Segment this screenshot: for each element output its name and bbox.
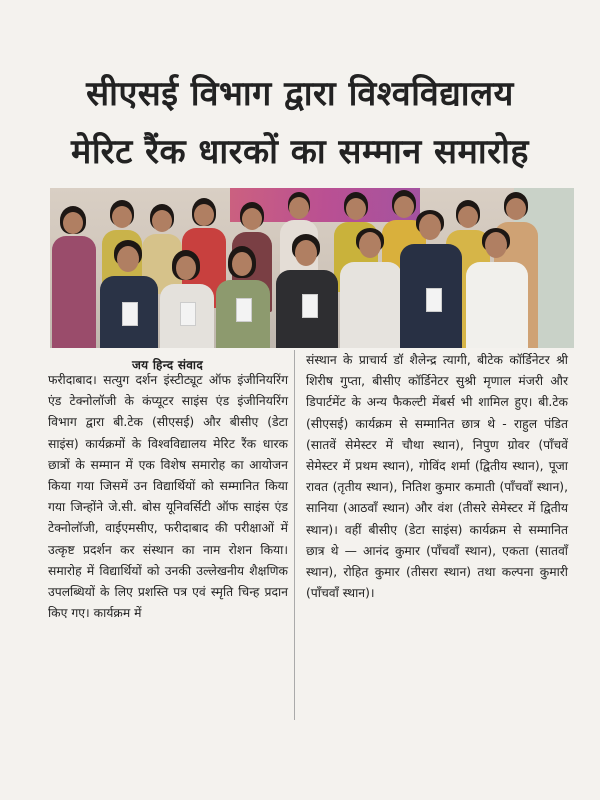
article-column-left <box>48 370 288 624</box>
headline-line-1: सीएसई विभाग द्वारा विश्वविद्यालय <box>86 74 514 114</box>
article-headline <box>0 72 600 174</box>
byline: जय हिन्द संवाद <box>131 358 204 372</box>
article-paragraph: संस्थान के प्राचार्य डॉ शैलेन्द्र त्यागी, बीटेक कॉर्डिनेटर श्री शिरीष गुप्ता, बीसीए कॉर्डिनेटर सुश्री मृणाल मंजरी और डिपार्टमेंट के अन्य फैकल्टी मेंबर्स भी शामिल हुए। बी.टेक (सीएसई) कार्यक्रम से सम्मानित छात्र थे - राहुल पंडित (सातवें सेमेस्टर में चौथा स्थान), निपुण ग्रोवर (पाँचवें सेमेस्टर में प्रथम स्थान), गोविंद शर्मा (द्वितीय स्थान), पूजा रावत (तृतीय स्थान), नितिश कुमार कमाती (पाँचवाँ स्थान), सानिया (आठवाँ स्थान) और वंश (तीसरे सेमेस्टर में द्वितीय स्थान)। वहीं बीसीए (डेटा साइंस) कार्यक्रम से सम्मानित छात्र थे — आनंद कुमार (पाँचवाँ स्थान), एकता (सातवाँ स्थान), रोहित कुमार (तीसरा स्थान) तथा कल्पना कुमारी (पाँचवाँ स्थान)। <box>306 353 568 601</box>
group-photo <box>50 188 574 348</box>
column-divider <box>294 350 295 720</box>
article-paragraph: फरीदाबाद। सत्युग दर्शन इंस्टीट्यूट ऑफ इंजीनियरिंग एंड टेक्नोलॉजी के कंप्यूटर साइंस एंड इंजीनियरिंग विभाग द्वारा बी.टेक (सीएसई) और बीसीए (डेटा साइंस) कार्यक्रमों के विश्वविद्यालय मेरिट रैंक धारक छात्रों के सम्मान में एक विशेष समारोह का आयोजन किया गया जिसमें उन विद्यार्थियों को सम्मानित किया गया जिन्होंने जे.सी. बोस यूनिवर्सिटी ऑफ साइंस एंड टेक्नोलॉजी, वाईएमसीए, फरीदाबाद की परीक्षाओं में उत्कृष्ट प्रदर्शन कर संस्थान का नाम रोशन किया। समारोह में विद्यार्थियों को उनकी उल्लेखनीय शैक्षणिक उपलब्धियों के लिए प्रशस्ति पत्र एवं स्मृति चिन्ह प्रदान किए गए। कार्यक्रम में <box>48 373 288 621</box>
headline-line-2: मेरिट रैंक धारकों का सम्मान समारोह <box>71 132 529 172</box>
article-column-right <box>306 350 568 604</box>
